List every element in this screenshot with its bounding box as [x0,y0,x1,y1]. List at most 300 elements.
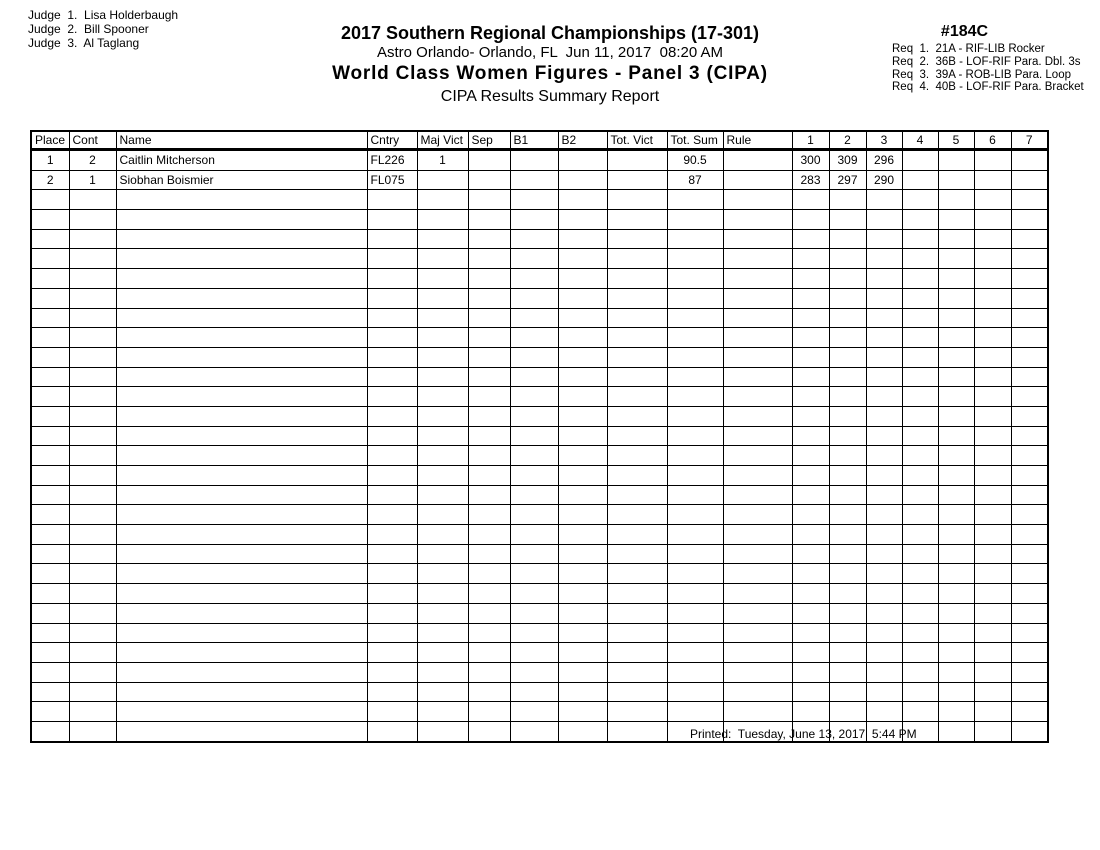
column-header-rule: Rule [723,131,792,150]
cell [792,328,829,348]
cell [792,603,829,623]
cell [866,347,902,367]
empty-row [31,387,1048,407]
cell [938,229,974,249]
cell [558,347,607,367]
cell [367,328,417,348]
cell [31,229,69,249]
cell [938,269,974,289]
cell [866,367,902,387]
cell [468,328,510,348]
cell [510,426,558,446]
cell [723,308,792,328]
cell [116,406,367,426]
cell [902,210,938,230]
cell [902,643,938,663]
cell [510,269,558,289]
judge-line: Judge 2. Bill Spooner [28,22,149,36]
cell [607,269,667,289]
cell [792,466,829,486]
cell [667,603,723,623]
cell [829,269,866,289]
column-header-4: 4 [902,131,938,150]
cell [974,150,1011,171]
cell [31,721,69,741]
cell [866,190,902,210]
cell [792,564,829,584]
cell [31,702,69,722]
cell [558,643,607,663]
cell [607,682,667,702]
cell [667,544,723,564]
cell [829,662,866,682]
cell [69,190,116,210]
cell [974,702,1011,722]
cell [468,150,510,171]
cell [69,387,116,407]
cell [69,584,116,604]
cell [367,682,417,702]
cell [902,308,938,328]
cell [723,387,792,407]
cell [468,210,510,230]
empty-row [31,682,1048,702]
cell [558,682,607,702]
cell [468,387,510,407]
cell [607,150,667,171]
empty-row [31,249,1048,269]
column-header-tot-sum: Tot. Sum [667,131,723,150]
cell: Siobhan Boismier [116,170,367,190]
cell [866,525,902,545]
cell [607,190,667,210]
cell: FL226 [367,150,417,171]
cell [510,328,558,348]
cell [938,446,974,466]
cell [510,249,558,269]
cell [607,662,667,682]
printed-timestamp: Printed: Tuesday, June 13, 2017 5:44 PM [690,727,917,741]
cell [902,505,938,525]
cell [558,623,607,643]
cell [723,170,792,190]
cell [417,544,468,564]
cell [510,210,558,230]
cell [510,544,558,564]
cell [1011,269,1048,289]
cell [974,721,1011,741]
cell [829,485,866,505]
cell [367,426,417,446]
cell [974,210,1011,230]
cell [558,328,607,348]
cell [69,623,116,643]
cell [938,406,974,426]
cell [938,682,974,702]
cell [792,426,829,446]
cell [829,210,866,230]
cell [667,466,723,486]
cell [902,623,938,643]
cell [116,367,367,387]
cell: 90.5 [667,150,723,171]
cell [723,525,792,545]
cell [723,466,792,486]
cell [866,387,902,407]
cell [367,466,417,486]
cell [866,544,902,564]
cell [510,190,558,210]
column-header-tot-vict: Tot. Vict [607,131,667,150]
cell [1011,406,1048,426]
cell [468,525,510,545]
cell [417,466,468,486]
cell [468,249,510,269]
cell [829,702,866,722]
cell [723,544,792,564]
empty-row [31,584,1048,604]
cell [468,347,510,367]
cell [116,485,367,505]
cell [116,525,367,545]
cell [417,721,468,741]
cell [607,603,667,623]
cell [667,525,723,545]
cell [938,643,974,663]
cell [116,347,367,367]
cell [1011,387,1048,407]
cell [667,505,723,525]
cell [723,603,792,623]
empty-row [31,269,1048,289]
result-row [31,170,1048,190]
cell [468,643,510,663]
cell [31,446,69,466]
cell [866,643,902,663]
cell [974,406,1011,426]
cell: 296 [866,150,902,171]
column-header-sep: Sep [468,131,510,150]
cell [116,466,367,486]
cell [829,328,866,348]
cell [31,544,69,564]
cell [723,485,792,505]
requirement-line: Req 4. 40B - LOF-RIF Para. Bracket [892,81,1084,94]
cell [69,702,116,722]
cell [974,269,1011,289]
cell [417,288,468,308]
cell [667,662,723,682]
cell [1011,210,1048,230]
cell [510,623,558,643]
cell [116,603,367,623]
cell [69,328,116,348]
cell [468,564,510,584]
cell [938,328,974,348]
cell: 1 [69,170,116,190]
cell [792,190,829,210]
cell [116,662,367,682]
cell [116,702,367,722]
cell [31,466,69,486]
cell [667,190,723,210]
cell [723,249,792,269]
cell [510,446,558,466]
column-header-2: 2 [829,131,866,150]
cell [69,603,116,623]
column-header-maj-vict: Maj Vict [417,131,468,150]
cell [116,721,367,741]
cell [31,643,69,663]
column-header-6: 6 [974,131,1011,150]
cell [367,308,417,328]
cell [792,387,829,407]
cell [558,308,607,328]
cell [116,505,367,525]
cell [829,190,866,210]
cell [367,269,417,289]
cell [607,623,667,643]
cell [510,150,558,171]
cell [866,662,902,682]
cell [667,623,723,643]
cell [558,544,607,564]
tournament-location-date: Astro Orlando- Orlando, FL Jun 11, 2017 08:20 AM [376,44,724,61]
cell [1011,229,1048,249]
cell [667,682,723,702]
tournament-title: 2017 Southern Regional Championships (17-301) [340,23,760,43]
cell [667,426,723,446]
column-header-7: 7 [1011,131,1048,150]
cell [938,170,974,190]
cell [1011,347,1048,367]
cell [116,564,367,584]
cell [367,564,417,584]
cell [31,682,69,702]
cell [866,288,902,308]
cell [558,406,607,426]
cell [468,623,510,643]
cell [367,446,417,466]
cell [69,466,116,486]
cell [974,505,1011,525]
cell [1011,367,1048,387]
cell [667,387,723,407]
cell [938,485,974,505]
cell [510,564,558,584]
cell [723,446,792,466]
empty-row [31,446,1048,466]
cell [367,603,417,623]
cell [468,308,510,328]
cell [116,308,367,328]
cell [829,426,866,446]
cell [607,406,667,426]
cell [829,544,866,564]
cell [1011,190,1048,210]
cell [417,249,468,269]
cell [367,643,417,663]
cell [902,544,938,564]
cell [866,328,902,348]
cell [417,406,468,426]
cell [69,347,116,367]
cell [558,485,607,505]
cell [1011,170,1048,190]
cell [417,229,468,249]
cell [1011,466,1048,486]
cell [792,446,829,466]
cell [510,505,558,525]
cell [866,584,902,604]
cell [723,288,792,308]
cell [367,367,417,387]
cell [367,721,417,741]
cell [510,662,558,682]
cell [367,525,417,545]
empty-row [31,308,1048,328]
cell [792,367,829,387]
cell [468,190,510,210]
cell [510,702,558,722]
cell [902,525,938,545]
cell [938,367,974,387]
cell [607,210,667,230]
cell [116,682,367,702]
cell [417,525,468,545]
cell [417,623,468,643]
cell [607,564,667,584]
cell [607,525,667,545]
empty-row [31,603,1048,623]
cell [1011,623,1048,643]
cell [558,150,607,171]
cell [417,603,468,623]
cell [468,426,510,446]
cell [723,505,792,525]
cell [866,426,902,446]
cell [31,564,69,584]
cell: 87 [667,170,723,190]
cell [829,584,866,604]
cell [31,269,69,289]
cell [902,229,938,249]
cell [829,643,866,663]
empty-row [31,367,1048,387]
cell [829,229,866,249]
cell [1011,603,1048,623]
cell [792,406,829,426]
cell [558,288,607,308]
cell [829,347,866,367]
cell [866,623,902,643]
cell [1011,662,1048,682]
cell [866,446,902,466]
cell [792,682,829,702]
cell [1011,544,1048,564]
cell [902,190,938,210]
cell [417,505,468,525]
column-header-5: 5 [938,131,974,150]
cell [792,249,829,269]
cell [607,584,667,604]
cell [558,249,607,269]
empty-row [31,328,1048,348]
cell [723,269,792,289]
cell [667,485,723,505]
cell [1011,505,1048,525]
cell [69,308,116,328]
cell [116,584,367,604]
empty-row [31,623,1048,643]
cell [116,446,367,466]
cell [510,466,558,486]
cell [829,682,866,702]
cell [607,643,667,663]
cell [510,721,558,741]
cell [31,406,69,426]
cell [866,229,902,249]
cell [417,170,468,190]
cell [417,328,468,348]
cell [468,288,510,308]
cell [829,288,866,308]
cell [792,544,829,564]
cell [417,662,468,682]
cell [866,249,902,269]
cell [792,623,829,643]
cell [116,328,367,348]
cell [723,564,792,584]
cell [69,249,116,269]
cell [974,308,1011,328]
cell [1011,328,1048,348]
cell [31,210,69,230]
cell [902,367,938,387]
cell [974,623,1011,643]
cell [974,643,1011,663]
cell [792,308,829,328]
cell [116,544,367,564]
cell: Caitlin Mitcherson [116,150,367,171]
cell [510,308,558,328]
empty-row [31,210,1048,230]
cell [902,564,938,584]
cell [902,347,938,367]
cell [468,466,510,486]
cell [116,190,367,210]
column-header-b2: B2 [558,131,607,150]
cell [468,682,510,702]
cell [1011,682,1048,702]
cell [468,702,510,722]
cell [69,288,116,308]
cell [974,544,1011,564]
cell [667,702,723,722]
cell [69,446,116,466]
judge-line: Judge 1. Lisa Holderbaugh [28,8,179,22]
cell [510,229,558,249]
cell [69,662,116,682]
cell [510,406,558,426]
cell [792,229,829,249]
cell [558,721,607,741]
cell [468,229,510,249]
cell [558,367,607,387]
cell [607,249,667,269]
cell [558,190,607,210]
cell [723,643,792,663]
